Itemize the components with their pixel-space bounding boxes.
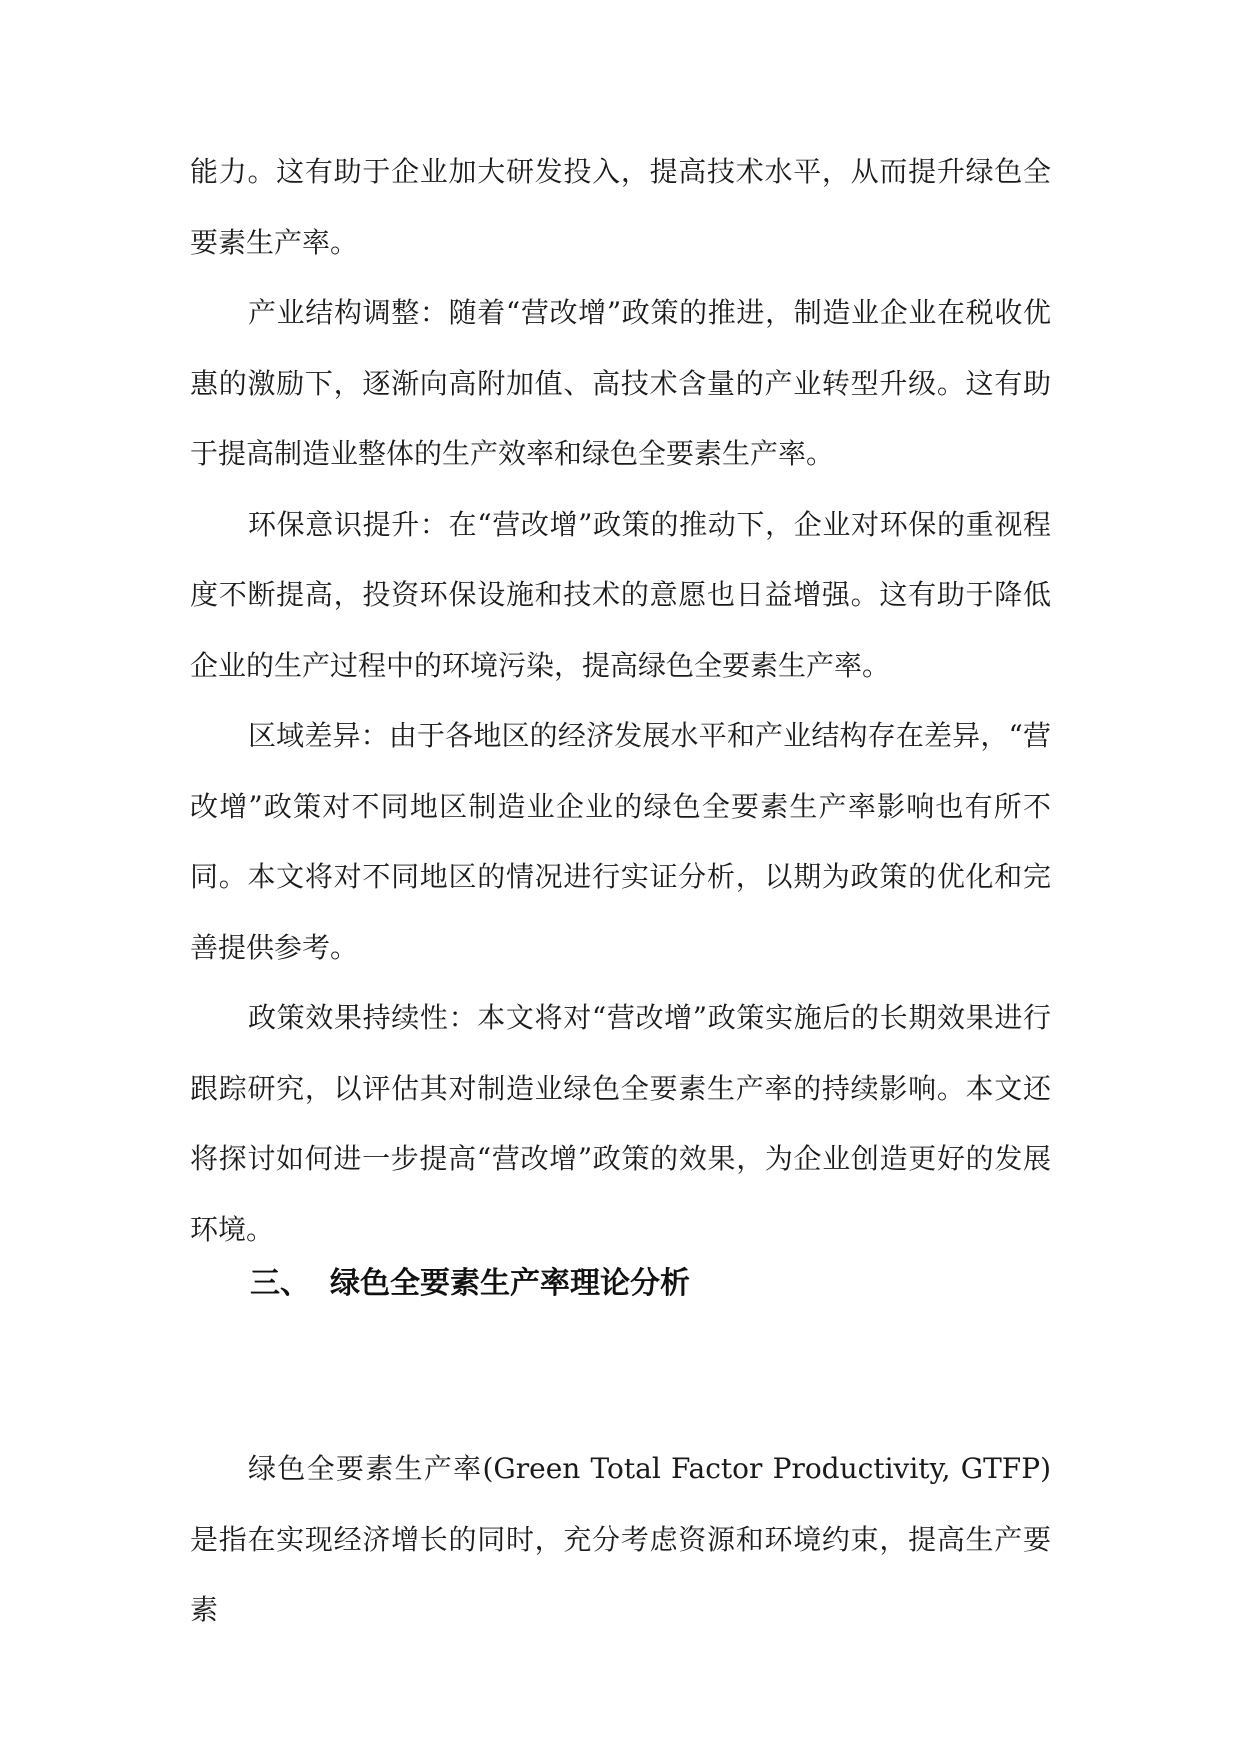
section-body-text (190, 1434, 1051, 1646)
paragraph-gtfp-definition: 绿色全要素生产率(Green Total Factor Productivity, GTFP)是指在实现经济增长的同时，充分考虑资源和环境约束，提高生产要素 (190, 1452, 1051, 1626)
paragraph-industrial-structure: 产业结构调整：随着“营改增”政策的推进，制造业企业在税收优惠的激励下，逐渐向高附加值、高技术含量的产业转型升级。这有助于提高制造业整体的生产效率和绿色全要素生产率。 (190, 296, 1051, 470)
section-title: 绿色全要素生产率理论分析 (330, 1266, 690, 1301)
body-text (190, 137, 1051, 1265)
paragraph-regional-differences: 区域差异：由于各地区的经济发展水平和产业结构存在差异，“营改增”政策对不同地区制造业企业的绿色全要素生产率影响也有所不同。本文将对不同地区的情况进行实证分析，以期为政策的优化和完善提供参考。 (190, 719, 1051, 964)
section-heading (250, 1264, 1050, 1304)
paragraph-environmental-awareness: 环保意识提升：在“营改增”政策的推动下，企业对环保的重视程度不断提高，投资环保设施和技术的意愿也日益增强。这有助于降低企业的生产过程中的环境污染，提高绿色全要素生产率。 (190, 507, 1051, 682)
paragraph-policy-sustainability: 政策效果持续性：本文将对“营改增”政策实施后的长期效果进行跟踪研究，以评估其对制造业绿色全要素生产率的持续影响。本文还将探讨如何进一步提高“营改增”政策的效果，为企业创造更好的发展环境。 (190, 1001, 1051, 1246)
paragraph-continuation: 能力。这有助于企业加大研发投入，提高技术水平，从而提升绿色全要素生产率。 (190, 155, 1051, 259)
section-number: 三、 (250, 1266, 310, 1301)
